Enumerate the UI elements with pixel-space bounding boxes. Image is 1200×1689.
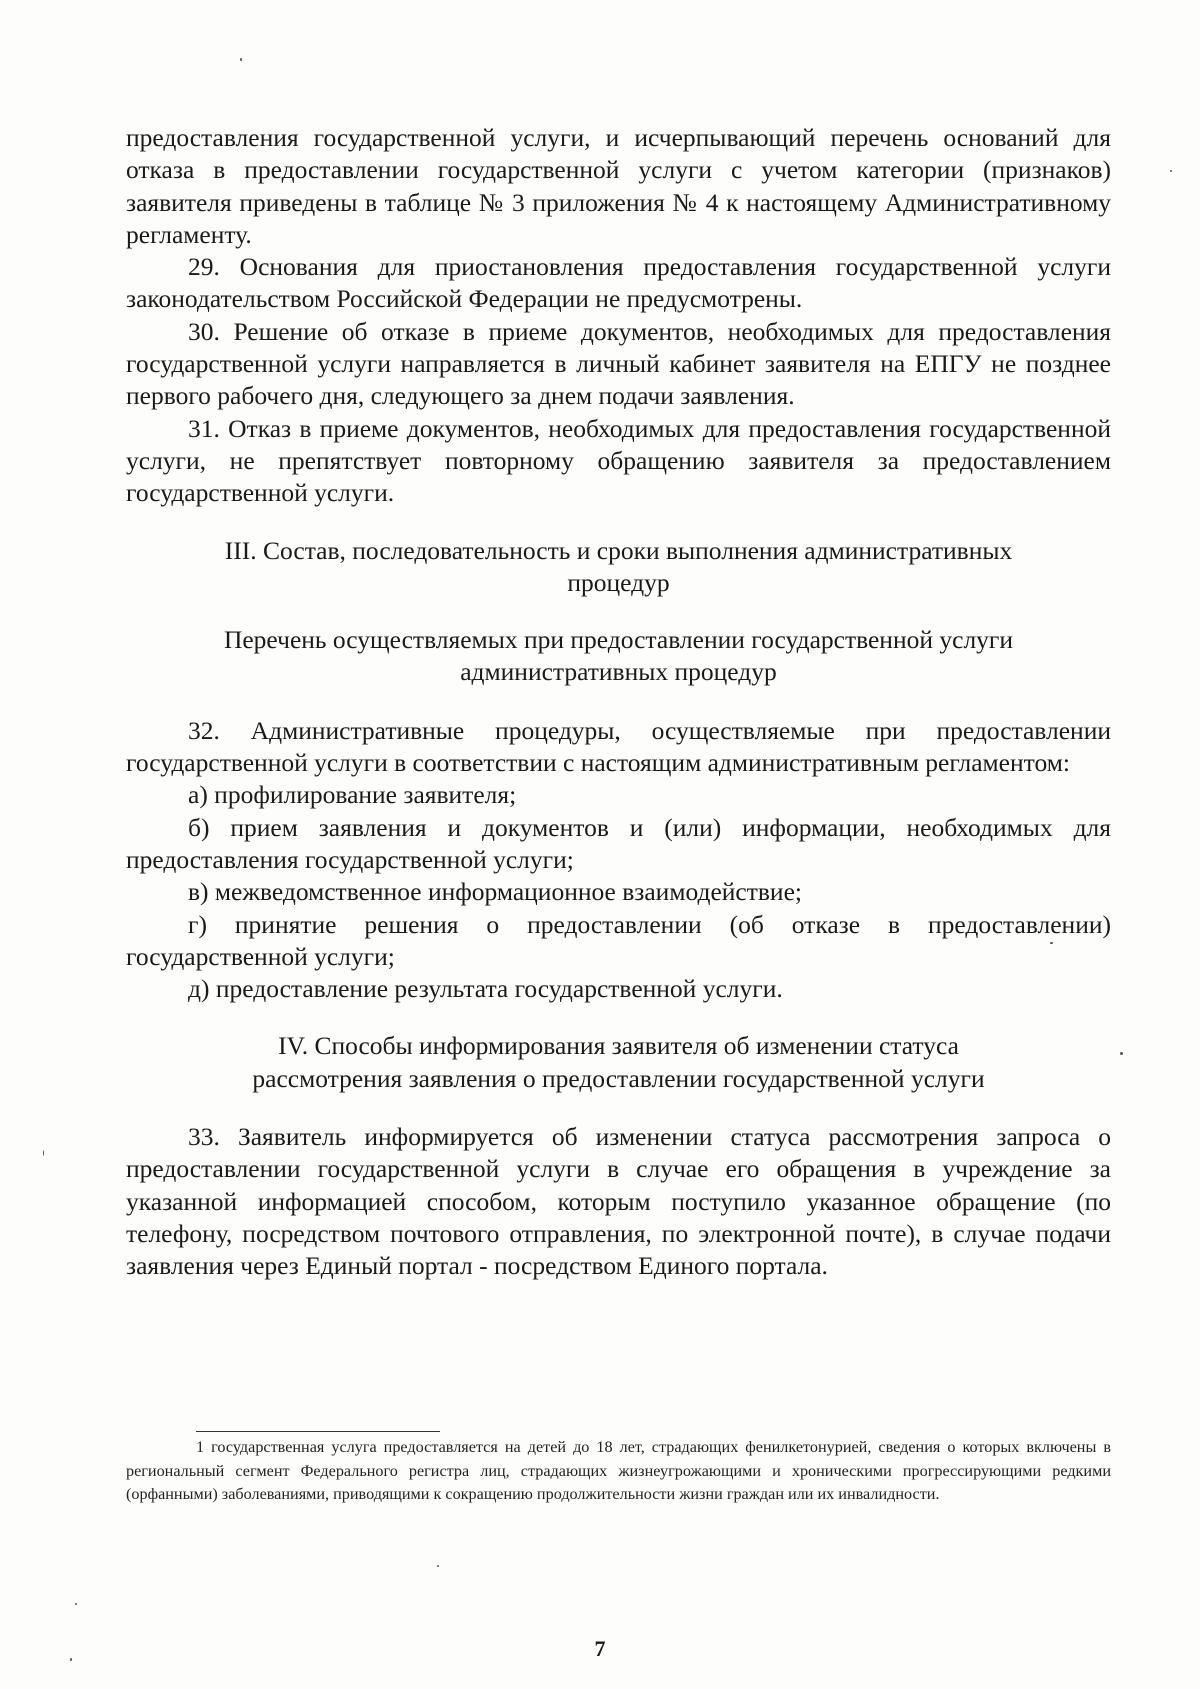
paragraph-30: 30. Решение об отказе в приеме документов, необходимых для предоставления государственной услуги направляется в личный кабинет заявителя на ЕПГУ не позднее первого рабочего дня, следующего за днем подачи заявления.: [126, 316, 1111, 411]
paragraph-continuation: предоставления государственной услуги, и исчерпывающий перечень оснований для отказа в предоставлении государственной услуги с учетом категории (признаков) заявителя приведены в таблице № 3 приложения № 4 к настоящему Административному регламенту.: [126, 123, 1111, 249]
scan-speck: [437, 1565, 439, 1567]
section-4-heading: [126, 1030, 1111, 1095]
footnote-divider: [196, 1431, 440, 1432]
list-item-g: г) принятие решения о предоставлении (об отказе в предоставлении) государственной услуги;: [126, 909, 1111, 971]
scan-speck: [43, 1150, 44, 1156]
section-3-heading-line2: процедур: [567, 567, 670, 597]
section-4-heading-line1: IV. Способы информирования заявителя об изменении статуса: [278, 1031, 959, 1061]
document-body: [126, 122, 1111, 1283]
paragraph-33: 33. Заявитель информируется об изменении статуса рассмотрения запроса о предоставлении государственной услуги в случае его обращения в учреждение за указанной информацией способом, которым поступило указанное обращение (по телефону, посредством почтового отправления, по электронной почте), в случае подачи заявления через Единый портал - посредством Единого портала.: [126, 1122, 1111, 1281]
list-item-d: д) предоставление результата государственной услуги.: [188, 974, 783, 1004]
scan-speck: [1120, 1052, 1123, 1055]
scan-speck: [1050, 942, 1053, 944]
subsection-heading-line2: административных процедур: [460, 657, 777, 687]
subsection-heading-line1: Перечень осуществляемых при предоставлении государственной услуги: [223, 625, 1014, 655]
subsection-heading: [126, 624, 1111, 689]
list-item-v: в) межведомственное информационное взаимодействие;: [188, 877, 802, 907]
scan-speck: [75, 1603, 77, 1605]
paragraph-31: 31. Отказ в приеме документов, необходимых для предоставления государственной услуги, не препятствует повторному обращению заявителя за предоставлением государственной услуги.: [126, 413, 1111, 508]
section-4-heading-line2: рассмотрения заявления о предоставлении государственной услуги: [252, 1063, 985, 1093]
scan-speck: [70, 1658, 72, 1661]
page-number: 7: [594, 1636, 606, 1661]
list-item-b: б) прием заявления и документов и (или) информации, необходимых для предоставления государственной услуги;: [126, 812, 1111, 874]
scan-speck: [240, 58, 242, 61]
scan-speck: [1170, 170, 1172, 172]
paragraph-29: 29. Основания для приостановления предоставления государственной услуги законодательством Российской Федерации не предусмотрены.: [126, 252, 1111, 314]
footnote: 1 государственная услуга предоставляется на детей до 18 лет, страдающих фенилкетонурией, сведения о которых включены в региональный сегмент Федерального регистра лиц, страдающих жизнеугрожающими и хроническими прогрессирующими редкими (орфанными) заболеваниями, приводящими к сокращению продолжительности жизни граждан или их инвалидности.: [126, 1438, 1111, 1503]
section-3-heading: [126, 535, 1111, 600]
list-item-a: а) профилирование заявителя;: [188, 780, 517, 810]
section-3-heading-line1: III. Состав, последовательность и сроки выполнения административных: [224, 535, 1013, 565]
paragraph-32: 32. Административные процедуры, осуществляемые при предоставлении государственной услуги в соответствии с настоящим административным регламентом:: [126, 715, 1111, 778]
